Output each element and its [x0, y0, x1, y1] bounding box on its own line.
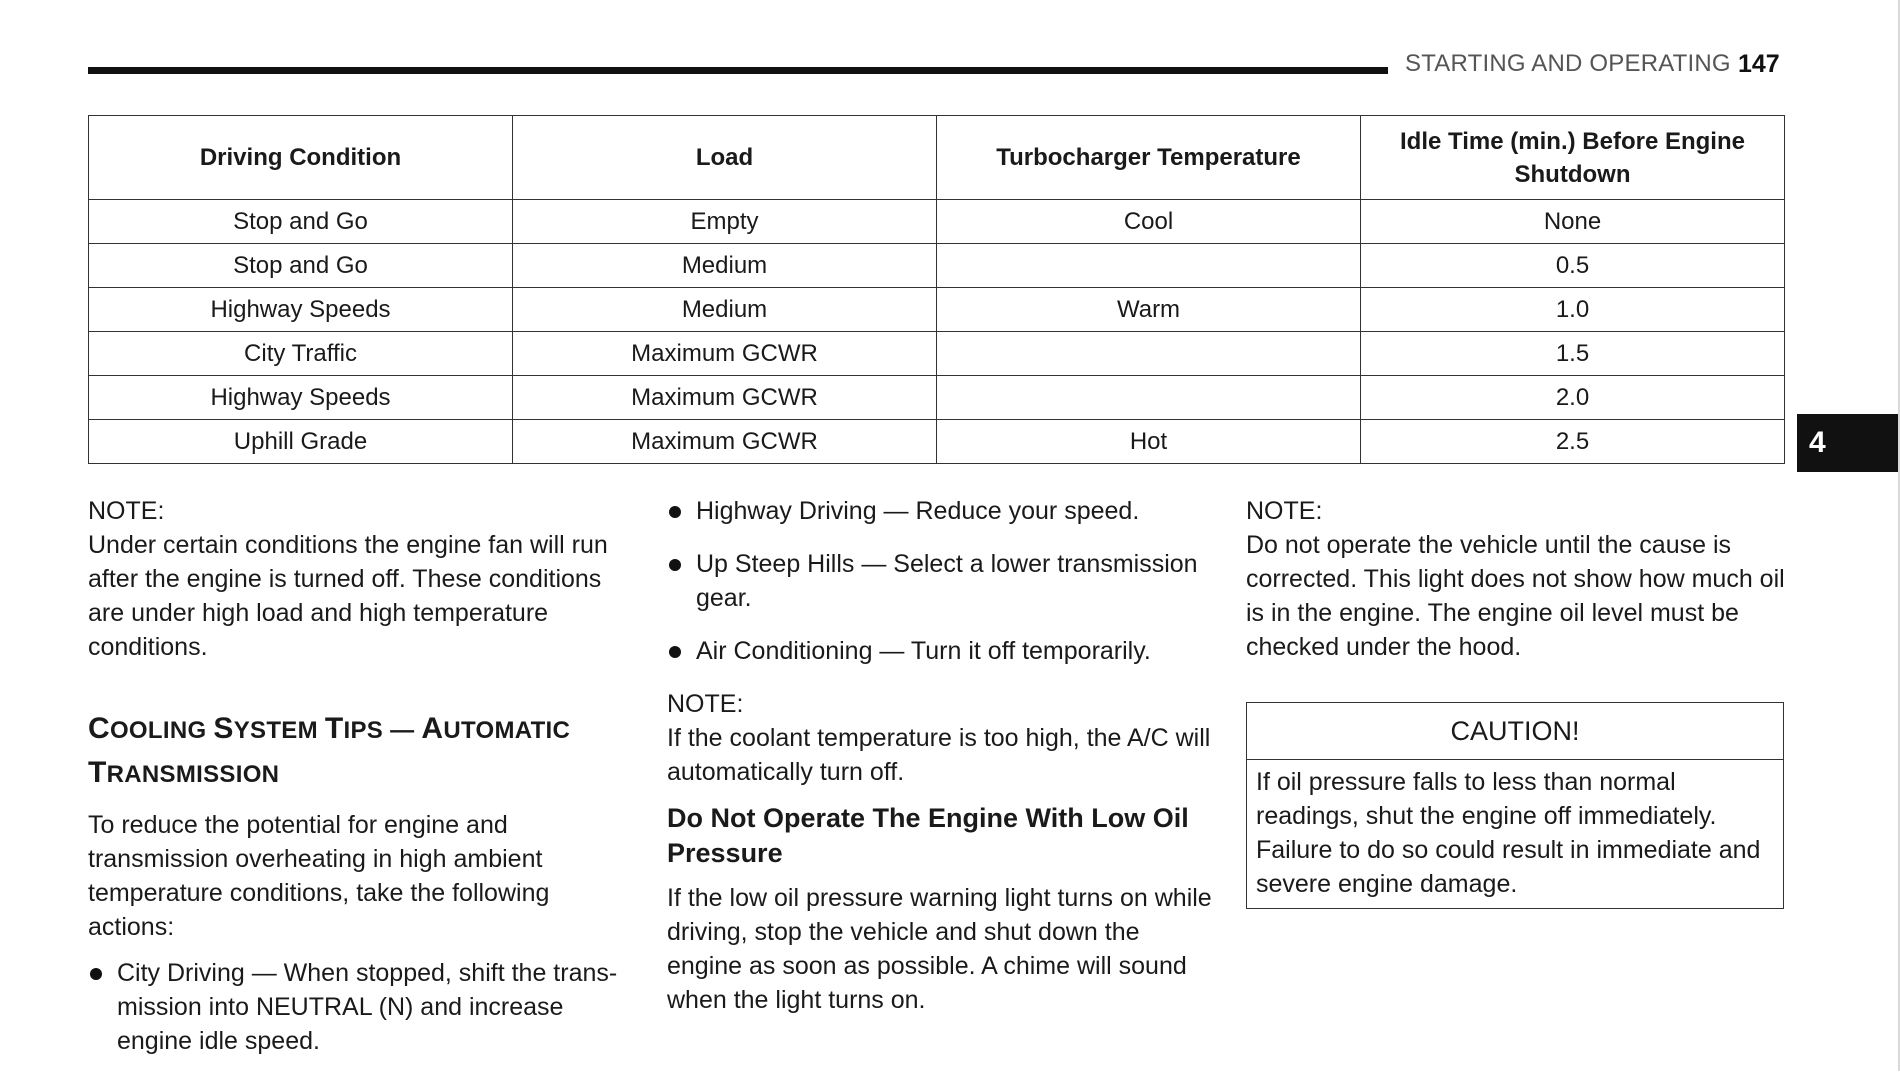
table-cell [937, 332, 1361, 376]
page-number: 147 [1738, 50, 1780, 78]
table-cell: 1.5 [1361, 332, 1785, 376]
column-right [1246, 494, 1786, 909]
table-cell: 0.5 [1361, 244, 1785, 288]
list-item: Up Steep Hills — Select a lower transmission gear. [667, 547, 1212, 615]
table-row [89, 244, 1785, 288]
note-label: NOTE: [667, 690, 744, 718]
column-header: Load [513, 116, 937, 200]
subsection-heading: Do Not Operate The Engine With Low Oil Pressure [667, 803, 1189, 868]
table-cell: Highway Speeds [89, 376, 513, 420]
section-title: STARTING AND OPERATING [1405, 50, 1731, 77]
table-cell [937, 244, 1361, 288]
list-item: Air Conditioning — Turn it off temporarily. [667, 634, 1212, 668]
heading-part: T [324, 712, 344, 745]
table-cell: Maximum GCWR [513, 332, 937, 376]
caution-title: CAUTION! [1247, 703, 1783, 760]
list-item: City Driving — When stopped, shift the trans-mission into NEUTRAL (N) and increase engine idle speed. [88, 956, 633, 1058]
table-cell: Hot [937, 420, 1361, 464]
table-header-row [89, 116, 1785, 200]
caution-box [1246, 702, 1784, 909]
table-row [89, 200, 1785, 244]
heading-part: OOLING [109, 717, 214, 744]
heading-part: IPS — [343, 717, 422, 744]
intro-text: To reduce the potential for engine and transmission overheating in high ambient temperature conditions, take the following actions: [88, 811, 550, 941]
list-item: Highway Driving — Reduce your speed. [667, 494, 1212, 528]
table-cell: Stop and Go [89, 200, 513, 244]
column-header: Turbocharger Temperature [937, 116, 1361, 200]
column-header: Idle Time (min.) Before Engine Shutdown [1361, 116, 1785, 200]
table-cell: Medium [513, 244, 937, 288]
note-label: NOTE: [88, 497, 165, 525]
table-cell: Medium [513, 288, 937, 332]
note-text: Under certain conditions the engine fan will run after the engine is turned off. These conditions are under high load and high temperature conditions. [88, 531, 608, 661]
chapter-tab: 4 [1797, 414, 1900, 472]
table-cell: Highway Speeds [89, 288, 513, 332]
table-cell [937, 376, 1361, 420]
table-cell: Cool [937, 200, 1361, 244]
heading-part: YSTEM [233, 717, 325, 744]
table-cell: Empty [513, 200, 937, 244]
table-cell: 2.0 [1361, 376, 1785, 420]
note-label: NOTE: [1246, 497, 1323, 525]
table-row [89, 420, 1785, 464]
table-cell: 1.0 [1361, 288, 1785, 332]
table-cell: Maximum GCWR [513, 420, 937, 464]
table-row [89, 288, 1785, 332]
idle-time-table [88, 115, 1785, 464]
table-cell: Uphill Grade [89, 420, 513, 464]
tips-list [667, 494, 1212, 668]
header-rule [88, 67, 1388, 74]
table-cell: None [1361, 200, 1785, 244]
caution-text: If oil pressure falls to less than normal readings, shut the engine off immediately. Failure to do so could result in immediate and severe engine damage. [1256, 768, 1761, 898]
column-middle [667, 494, 1212, 1017]
heading-part: S [213, 712, 234, 745]
heading-part: T [88, 756, 107, 789]
note-text: Do not operate the vehicle until the cause is corrected. This light does not show how much oil is in the engine. The engine oil level must be checked under the hood. [1246, 531, 1785, 661]
table-cell: Warm [937, 288, 1361, 332]
table-cell: 2.5 [1361, 420, 1785, 464]
table-cell: Stop and Go [89, 244, 513, 288]
heading-part: C [88, 712, 110, 745]
tips-list [88, 956, 633, 1058]
table-row [89, 332, 1785, 376]
heading-part: A [421, 712, 444, 745]
column-left [88, 494, 633, 1077]
table-row [89, 376, 1785, 420]
column-header: Driving Condition [89, 116, 513, 200]
body-text: If the low oil pressure warning light turns on while driving, stop the vehicle and shut down the engine as soon as possible. A chime will sound when the light turns on. [667, 884, 1212, 1014]
heading-part: RANSMISSION [106, 761, 280, 788]
note-text: If the coolant temperature is too high, the A/C will automatically turn off. [667, 724, 1211, 786]
table-cell: City Traffic [89, 332, 513, 376]
table-cell: Maximum GCWR [513, 376, 937, 420]
heading-part: UTOMATIC [443, 717, 571, 744]
section-heading [88, 708, 633, 796]
